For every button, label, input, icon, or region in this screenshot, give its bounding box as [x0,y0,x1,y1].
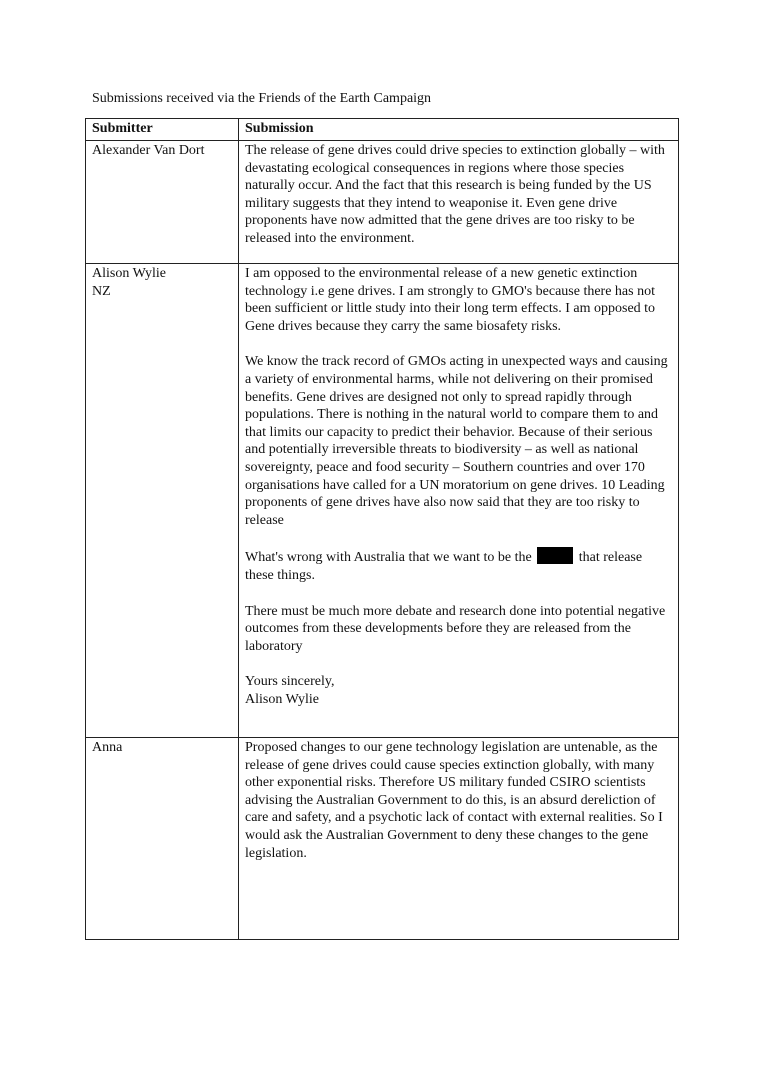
redacted-paragraph [245,547,672,584]
submitter-location: NZ [92,283,111,299]
submissions-table [85,118,679,940]
redacted-sentence-after: that release these things. [245,550,643,583]
redacted-sentence-before: What's wrong with Australia that we want to be the [245,550,532,566]
submission-paragraph: We know the track record of GMOs acting in unexpected ways and causing a variety of environmental harms, while not delivering on their promised benefits. Gene drives are designed not only to spread rapidly through populations. There is nothing in the natural world to compare them to and that limits our capacity to predict their behavior. Because of their serious and potentially irreversible threats to biodiversity – as well as national sovereignty, peace and food security – Southern countries and over 170 organisations have called for a UN moratorium on gene drives. 10 Leading proponents of gene drives have also now said that they are too risky to release [245,354,668,528]
submission-paragraph: I am opposed to the environmental release of a new genetic extinction technology i.e gene drives. I am strongly to GMO's because there has not been sufficient or little study into their long term effects. I am opposed to Gene drives because they carry the same biosafety risks. [245,266,656,334]
submission-paragraph: Proposed changes to our gene technology legislation are untenable, as the release of gene drives could cause species extinction globally, with many other exponential risks. Therefore US military funded CSIRO scientists advising the Australian Government to do this, is an absurd dereliction of care and safety, and a psychotic lack of contact with external realities. So I would ask the Australian Government to deny these changes to the gene legislation. [245,740,663,861]
submission-paragraph: The release of gene drives could drive species to extinction globally – with devastating ecological consequences in regions where those species naturally occur. And the fact that this research is being funded by the US military suggests that they intend to weaponise it. Even gene drive proponents have now admitted that the gene drives are too risky to be released into the environment. [245,143,665,246]
redaction-block [537,547,573,564]
signature-block [245,673,672,708]
submission-paragraph: There must be much more debate and research done into potential negative outcomes from these developments before they are released from the laboratory [245,603,666,654]
signoff: Yours sincerely, [245,674,335,690]
submitter-cell [86,738,239,940]
submitter-name: Alexander Van Dort [92,143,205,158]
submission-column-header: Submission [239,119,679,141]
table-header-row [86,119,679,141]
signature-name: Alison Wylie [245,691,319,707]
submitter-cell [86,264,239,738]
submission-cell [239,264,679,738]
submitter-column-header: Submitter [86,119,239,141]
submission-cell [239,738,679,940]
submitter-name: Anna [92,740,123,755]
table-row [86,264,679,738]
table-row [86,141,679,264]
table-row [86,738,679,940]
document-heading: Submissions received via the Friends of the Earth Campaign [92,91,432,106]
submission-cell [239,141,679,264]
submitter-cell [86,141,239,264]
submitter-name: Alison Wylie [92,266,166,281]
